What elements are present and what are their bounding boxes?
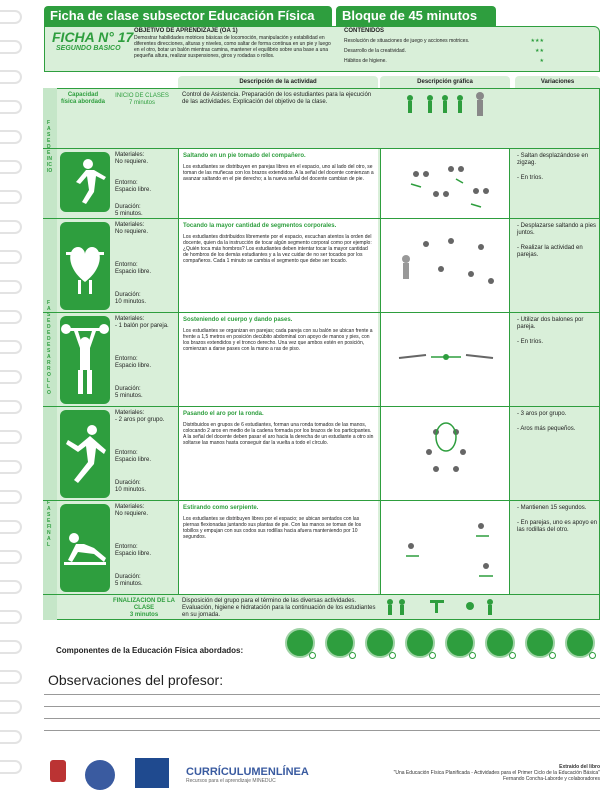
components-label: Componentes de la Educación Física abordados: <box>56 646 244 655</box>
row4-graphic <box>380 407 510 500</box>
component-icon <box>525 628 555 658</box>
stars-rating: ★★★ <box>530 38 544 44</box>
column-graphic: Descripción gráfica <box>380 76 510 88</box>
stars-rating: ★★ <box>535 48 544 54</box>
gov-seal-logo <box>50 760 66 782</box>
ficha-number: FICHA N° 17 <box>52 29 134 45</box>
grade-level: SEGUNDO BASICO <box>56 45 121 52</box>
row3-graphic <box>380 313 510 406</box>
row1-graphic <box>380 149 510 218</box>
row3-activity: Sosteniendo el cuerpo y dando pases. Los estudiantes se organizan en parejas; cada pareja con su balón se ubican frente a frente a 1,5 metros en posición decúbito abdominal con apoyo de manos y pies, con los brazos extendidos y el tronco derecho. Una vez que ambos estén en posición, comienzan a darse pases con la mano a ras de piso. <box>178 313 378 406</box>
component-icon <box>325 628 355 658</box>
source-line3: Fernando Concha-Laborde y colaboradores <box>502 776 600 782</box>
component-icon <box>405 628 435 658</box>
row3-variations: - Utilizar dos balones por pareja. - En tríos. <box>517 317 584 345</box>
phase-desarrollo: FASE DE DESARROLLO <box>47 300 51 396</box>
contents-list <box>344 38 544 64</box>
contents-label: CONTENIDOS <box>344 28 385 34</box>
row5-graphic <box>380 501 510 594</box>
row4-variations: - 3 aros por grupo. - Aros más pequeños. <box>517 411 576 432</box>
heart-figure-icon <box>60 222 110 310</box>
row5-info: Materiales: No requiere. Entorno: Espacio libre. Duración: 5 minutos. <box>115 504 152 587</box>
row2-activity: Tocando la mayor cantidad de segmentos corporales. Los estudiantes distribuidos libremente por el espacio, escuchan atentos la orden del docente, quien da la instrucción de tocar algún segmento corporal como por ejemplo: ¿Quién toca más hombros? Los estudiantes deben intentar tocar la mayor cantidad de hombros de los demás estudiantes y a la vez cuidar de no ser tocados por los compañeros. Cada 1 minuto se cambia el segmento que debe ser tocado. <box>178 219 378 312</box>
row5-activity: Estirando como serpiente. Los estudiantes se distribuyen libres por el espacio; se ubican sentados con las piernas flexionadas juntando sus plantas de pie. Con las manos se toman de los tobillos y empujan con sus codos sus rodillas hacia afuera manteniendo por 10 segundos. <box>178 501 378 594</box>
page-title: Ficha de clase subsector Educación Física <box>44 6 332 26</box>
mineduc-logo <box>135 758 169 788</box>
university-logo <box>85 760 115 790</box>
observations-label: Observaciones del profesor: <box>48 672 224 688</box>
closing-icons <box>380 596 600 618</box>
component-icon <box>485 628 515 658</box>
weightlifter-figure-icon <box>60 316 110 404</box>
source-line2: "Una Educación Física Planificada - Actividades para el Primer Ciclo de la Educación Básica" <box>393 770 600 776</box>
stars-rating: ★ <box>539 58 544 64</box>
row5-variations: - Mantienen 15 segundos. - En parejas, uno es apoyo en las rodillas del otro. <box>517 505 598 533</box>
component-icon <box>285 628 315 658</box>
flexibility-figure-icon <box>60 410 110 498</box>
row1-info: Materiales: No requiere. Entorno: Espacio libre. Duración: 5 minutos. <box>115 152 152 217</box>
start-time: 7 minutos <box>128 100 155 106</box>
row4-info: Materiales: - 2 aros por grupo. Entorno: Espacio libre. Duración: 10 minutos. <box>115 410 165 493</box>
content-item: Hábitos de higiene. ★ <box>344 58 544 64</box>
curriculum-brand-sub: Recursos para el aprendizaje MINEDUC <box>186 778 276 784</box>
closing-label: FINALIZACION DE LA CLASE <box>113 598 175 611</box>
row2-graphic <box>380 219 510 312</box>
row1-variations: - Saltan desplazándose en zigzag. - En tríos. <box>517 153 589 181</box>
stretching-figure-icon <box>60 504 110 592</box>
closing-text: Disposición del grupo para el término de las diversas actividades. Evaluación, higiene e hidratación para la continuación de los estudiantes en su jornada. <box>182 598 376 618</box>
closing-time: 3 minutos <box>129 612 159 618</box>
source-line1: Extraído del libro <box>559 764 600 770</box>
row3-info: Materiales: - 1 balón por pareja. Entorno: Espacio libre. Duración: 5 minutos. <box>115 316 169 399</box>
objective-text: Demostrar habilidades motrices básicas de locomoción, manipulación y estabilidad en diferentes direcciones, alturas y niveles, como saltar de forma continua en un pie y luego en el otro, botar un balón mientras camina, mantener el equilibrio sobre una base a una pequeña altura, realizar suspensiones, giros y rodadas o rollos. <box>134 35 331 59</box>
objective-code: (OA 1) <box>219 28 238 34</box>
component-icon <box>365 628 395 658</box>
component-icon <box>445 628 475 658</box>
row4-activity: Pasando el aro por la ronda. Distribuidos en grupos de 6 estudiantes, forman una ronda tomados de las manos, colocando 2 aros en medio de la cadena formada por los brazos de los participantes. A la señal del docente deben pasar el aro hacia la derecha de un estudiante a otro sin soltarse las manos hasta conseguir dar la vuelta a todo el círculo. <box>178 407 378 500</box>
jumping-figure-icon <box>60 152 110 212</box>
intro-text: Control de Asistencia. Preparación de los estudiantes para la ejecución de las actividades. Explicación del objetivo de la clase. <box>182 92 372 105</box>
content-item: Resolución de situaciones de juego y acciones motrices. ★★★ <box>344 38 544 44</box>
column-variations: Variaciones <box>515 76 600 88</box>
block-duration: Bloque de 45 minutos <box>336 6 496 26</box>
objective-label: OBJETIVO DE APRENDIZAJE <box>134 28 219 34</box>
row1-activity: Saltando en un pie tomado del compañero. Los estudiantes se distribuyen en parejas libres en el espacio, uno al lado del otro, se toman de las muñecas con los brazos extendidos. A la señal del docente comienzan a avanzar saltando en el pie derecho; a la nueva señal del docente cambian de pie. <box>178 149 378 218</box>
content-item: Desarrollo de la creatividad. ★★ <box>344 48 544 54</box>
phase-inicio: FASE DE INICIO <box>47 120 53 174</box>
row2-variations: - Desplazarse saltando a pies juntos. - Realizar la actividad en parejas. <box>517 223 597 258</box>
curriculum-brand: CURRÍCULUMENLÍNEA <box>186 766 309 778</box>
intro-figures <box>380 90 510 122</box>
phase-final: FASE FINAL <box>47 500 52 548</box>
component-icon <box>565 628 595 658</box>
column-activity: Descripción de la actividad <box>178 76 378 88</box>
start-label: INICIO DE CLASES <box>115 93 169 99</box>
capacity-label: Capacidad física abordada <box>60 92 105 105</box>
row2-info: Materiales: No requiere. Entorno: Espacio libre. Duración: 10 minutos. <box>115 222 152 305</box>
